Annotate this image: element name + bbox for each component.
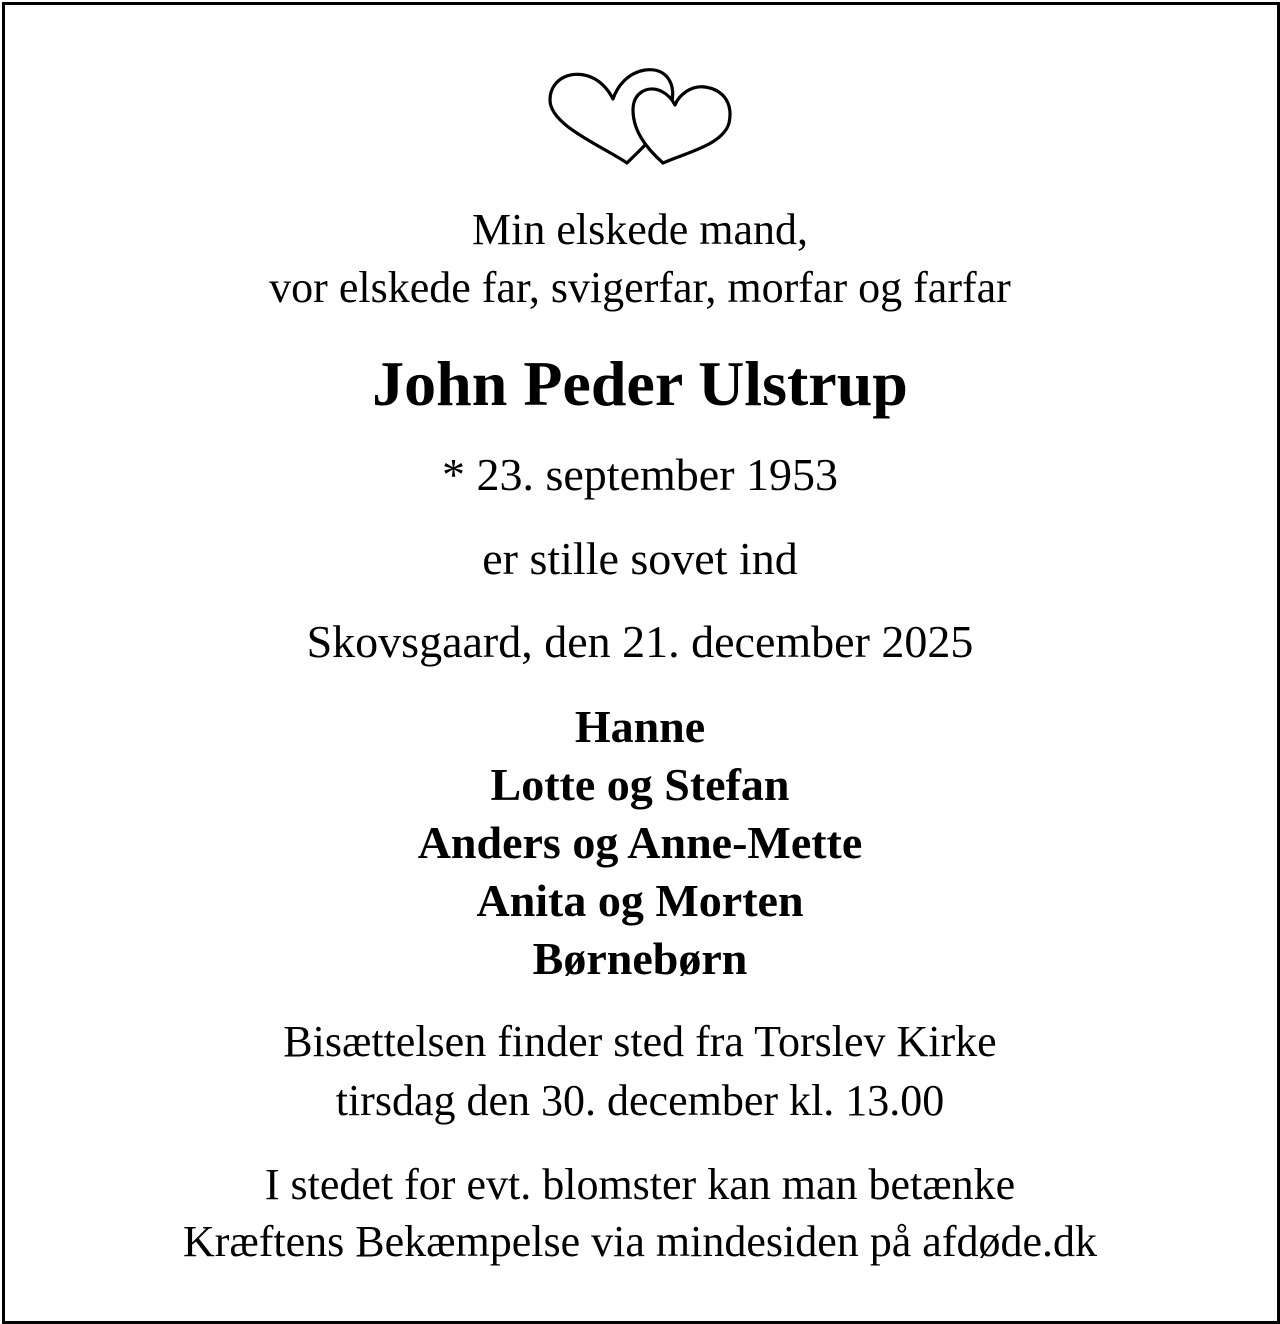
place-and-date: Skovsgaard, den 21. december 2025 <box>306 616 974 667</box>
deceased-name: John Peder Ulstrup <box>372 348 908 419</box>
intro-line-1: Min elskede mand, <box>471 205 809 254</box>
birth-date: * 23. september 1953 <box>441 449 839 500</box>
passed-text: er stille sovet ind <box>482 533 798 584</box>
flowers-line-1: I stedet for evt. blomster kan man betænke <box>264 1160 1016 1209</box>
family-name: Anita og Morten <box>476 875 804 926</box>
double-hearts-icon <box>545 65 737 167</box>
intro-line-2: vor elskede far, svigerfar, morfar og farfar <box>269 263 1011 312</box>
funeral-line-1: Bisættelsen finder sted fra Torslev Kirke <box>283 1017 997 1066</box>
funeral-line-2: tirsdag den 30. december kl. 13.00 <box>335 1076 945 1125</box>
flowers-line-2: Kræftens Bekæmpelse via mindesiden på afdøde.dk <box>182 1217 1097 1266</box>
family-name: Anders og Anne-Mette <box>417 817 863 868</box>
family-name: Lotte og Stefan <box>490 759 790 810</box>
family-name: Hanne <box>574 701 706 752</box>
family-name: Børnebørn <box>532 933 748 984</box>
